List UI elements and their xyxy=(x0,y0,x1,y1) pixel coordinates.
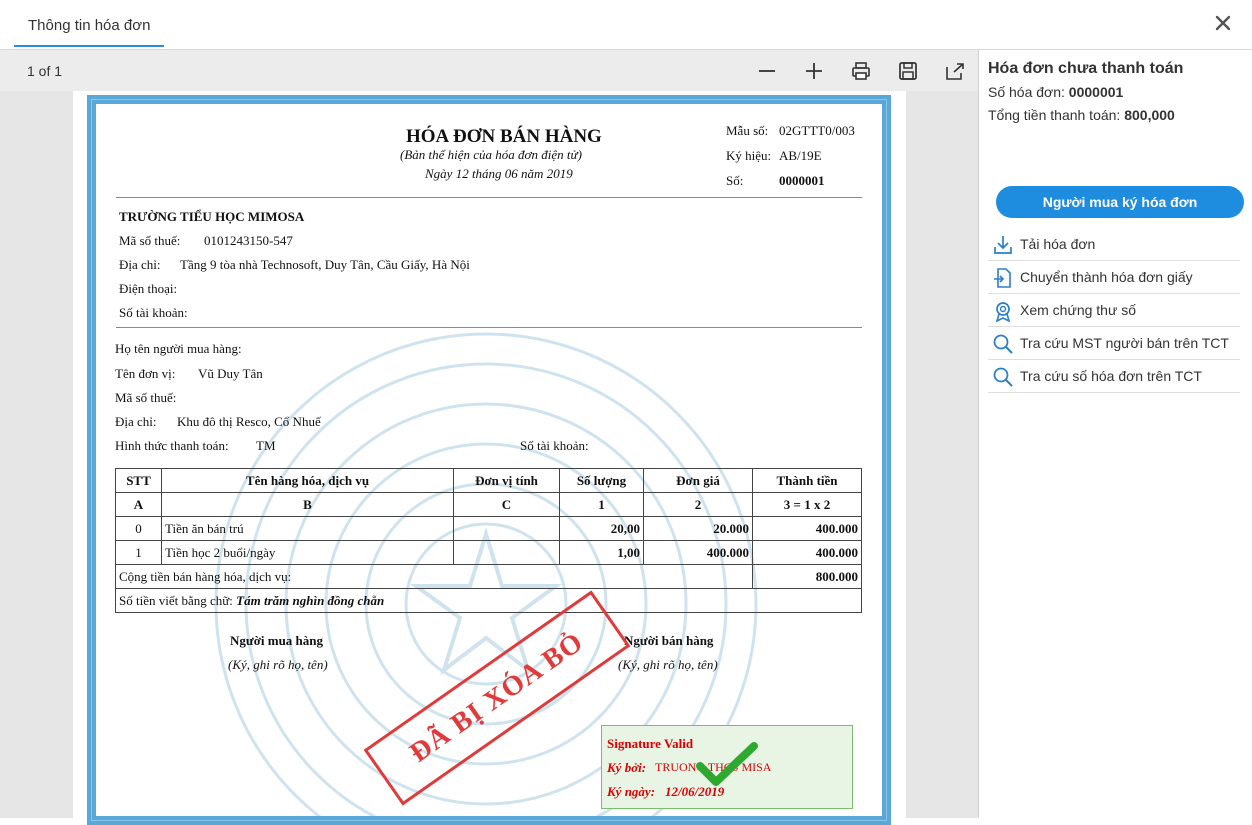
invoice-subtitle: (Bản thể hiện của hóa đơn điện tử) xyxy=(400,147,582,162)
save-icon[interactable] xyxy=(897,60,919,82)
menu-item-download[interactable] xyxy=(988,228,1240,261)
menu-item-label: Tải hóa đơn xyxy=(1020,236,1096,252)
menu-item-convert-paper[interactable] xyxy=(988,261,1240,294)
signed-date: 12/06/2019 xyxy=(665,784,725,799)
amount-in-words-row xyxy=(116,589,862,613)
seller-tax-label: Mã số thuế: xyxy=(119,233,181,248)
total-row xyxy=(116,565,862,589)
invoice-number: 0000001 xyxy=(779,173,825,188)
table-row xyxy=(116,517,862,541)
menu-item-certificate[interactable] xyxy=(988,294,1240,327)
menu-item-label: Xem chứng thư số xyxy=(1020,302,1137,318)
cell-unit xyxy=(454,541,560,565)
signed-by-label: Ký bởi: xyxy=(607,760,647,775)
invoice-page xyxy=(73,91,906,821)
cancelled-stamp: ĐÃ BỊ XÓA BỎ xyxy=(364,590,631,805)
total-amount: 800.000 xyxy=(753,565,862,589)
cell-amount: 400.000 xyxy=(753,517,862,541)
buyer-sign-button[interactable]: Người mua ký hóa đơn xyxy=(996,186,1244,218)
cell-price: 400.000 xyxy=(644,541,753,565)
signature-status: Signature Valid xyxy=(607,736,694,751)
open-external-icon[interactable] xyxy=(944,60,966,82)
buyer-address: Khu đô thị Resco, Cổ Nhuế xyxy=(177,414,321,429)
close-icon[interactable] xyxy=(1210,10,1236,36)
buyer-account-label: Số tài khoản: xyxy=(520,438,589,453)
action-menu xyxy=(988,228,1240,393)
cell-unit xyxy=(454,517,560,541)
pdf-viewer xyxy=(0,50,979,818)
cell-price: 20.000 xyxy=(644,517,753,541)
col-code: A xyxy=(116,493,162,517)
cell-stt: 0 xyxy=(116,517,162,541)
amount-in-words-cell xyxy=(116,589,862,613)
total-value: 800,000 xyxy=(1124,107,1175,123)
menu-item-label: Tra cứu MST người bán trên TCT xyxy=(1020,335,1229,351)
seller-phone-label: Điện thoại: xyxy=(119,281,178,296)
menu-item-lookup-tax-code[interactable] xyxy=(988,327,1240,360)
symbol-label: Ký hiệu: xyxy=(726,148,772,163)
divider xyxy=(116,327,862,328)
buyer-address-label: Địa chỉ: xyxy=(115,414,157,429)
cell-amount: 400.000 xyxy=(753,541,862,565)
col-header: Tên hàng hóa, dịch vụ xyxy=(162,469,454,493)
table-header-row xyxy=(116,469,862,493)
col-header: Đơn vị tính xyxy=(454,469,560,493)
buyer-unit-label: Tên đơn vị: xyxy=(115,366,176,381)
words-label: Số tiền viết bằng chữ: xyxy=(119,592,233,608)
zoom-in-icon[interactable] xyxy=(803,60,825,82)
cell-stt: 1 xyxy=(116,541,162,565)
cell-name: Tiền học 2 buổi/ngày xyxy=(162,541,454,565)
convert-doc-icon xyxy=(992,267,1014,289)
col-header: Đơn giá xyxy=(644,469,753,493)
items-table xyxy=(115,468,862,613)
col-header: Số lượng xyxy=(560,469,644,493)
seller-address-label: Địa chỉ: xyxy=(119,257,161,272)
col-code: 1 xyxy=(560,493,644,517)
invoice-number-value: 0000001 xyxy=(1068,84,1124,100)
seller-account-label: Số tài khoản: xyxy=(119,305,188,320)
payment-method: TM xyxy=(256,438,276,453)
seller-name: TRƯỜNG TIỂU HỌC MIMOSA xyxy=(119,209,305,224)
cell-qty: 20,00 xyxy=(560,517,644,541)
col-code: C xyxy=(454,493,560,517)
menu-item-label: Chuyển thành hóa đơn giấy xyxy=(1020,269,1193,285)
col-header: Thành tiền xyxy=(753,469,862,493)
form-number-label: Mẫu số: xyxy=(726,123,769,138)
payment-method-label: Hình thức thanh toán: xyxy=(115,438,229,453)
invoice-number-label: Số: xyxy=(726,173,744,188)
table-row xyxy=(116,541,862,565)
col-code: 2 xyxy=(644,493,753,517)
buyer-sign-title: Người mua hàng xyxy=(230,633,324,648)
zoom-out-icon[interactable] xyxy=(756,60,778,82)
payment-status-title: Hóa đơn chưa thanh toán xyxy=(988,60,1184,77)
sidebar-invoice-number xyxy=(988,84,1123,100)
signature-box xyxy=(601,725,853,809)
download-icon xyxy=(992,234,1014,256)
invoice-date: Ngày 12 tháng 06 năm 2019 xyxy=(425,166,573,181)
tab-invoice-info[interactable]: Thông tin hóa đơn xyxy=(14,0,164,47)
invoice-title: HÓA ĐƠN BÁN HÀNG xyxy=(406,126,602,147)
cell-qty: 1,00 xyxy=(560,541,644,565)
checkmark-icon xyxy=(696,742,758,788)
search-icon xyxy=(992,366,1014,388)
cell-name: Tiền ăn bán trú xyxy=(162,517,454,541)
invoice-frame xyxy=(87,95,891,825)
invoice-document xyxy=(96,104,882,824)
seller-sign-title: Người bán hàng xyxy=(624,633,714,648)
table-code-row xyxy=(116,493,862,517)
col-header: STT xyxy=(116,469,162,493)
seller-address: Tầng 9 tòa nhà Technosoft, Duy Tân, Cầu Giấy, Hà Nội xyxy=(180,257,470,272)
col-code: 3 = 1 x 2 xyxy=(753,493,862,517)
col-code: B xyxy=(162,493,454,517)
search-icon xyxy=(992,333,1014,355)
buyer-name-label: Họ tên người mua hàng: xyxy=(115,341,242,356)
dialog-header xyxy=(0,0,1252,50)
menu-item-lookup-invoice[interactable] xyxy=(988,360,1240,393)
buyer-unit: Vũ Duy Tân xyxy=(198,366,263,381)
divider xyxy=(116,197,862,198)
certificate-icon xyxy=(992,300,1014,322)
buyer-sign-note: (Ký, ghi rõ họ, tên) xyxy=(228,657,328,672)
invoice-number-label: Số hóa đơn: xyxy=(988,84,1065,100)
page-indicator: 1 of 1 xyxy=(27,63,63,79)
menu-item-label: Tra cứu số hóa đơn trên TCT xyxy=(1020,368,1202,384)
invoice-symbol: AB/19E xyxy=(779,148,822,163)
sidebar-total xyxy=(988,107,1175,123)
print-icon[interactable] xyxy=(850,60,872,82)
total-label: Cộng tiền bán hàng hóa, dịch vụ: xyxy=(116,565,753,589)
seller-sign-note: (Ký, ghi rõ họ, tên) xyxy=(618,657,718,672)
buyer-tax-label: Mã số thuế: xyxy=(115,390,177,405)
viewer-toolbar xyxy=(0,50,978,91)
signed-date-label: Ký ngày: xyxy=(607,784,656,799)
amount-in-words: Tám trăm nghìn đồng chẵn xyxy=(236,592,385,608)
total-label: Tổng tiền thanh toán: xyxy=(988,107,1121,123)
form-number: 02GTTT0/003 xyxy=(779,123,855,138)
signed-by: TRUONG THCS MISA xyxy=(655,760,772,774)
seller-tax: 0101243150-547 xyxy=(204,233,293,248)
invoice-sidebar xyxy=(980,50,1252,818)
